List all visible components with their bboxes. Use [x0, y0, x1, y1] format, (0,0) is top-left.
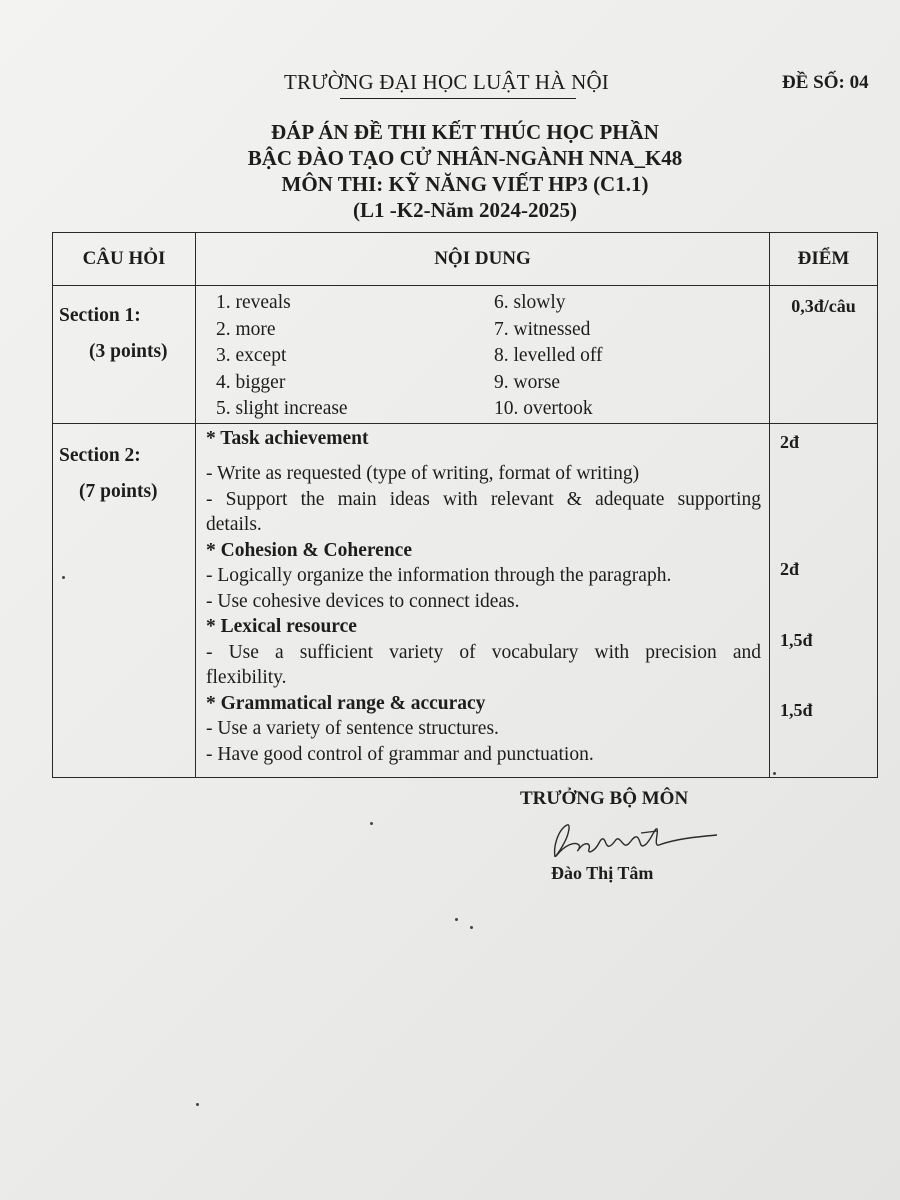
criterion-line: - Use a sufficient variety of vocabulary with precision and [206, 641, 761, 663]
criterion-line: - Use cohesive devices to connect ideas. [206, 590, 520, 612]
answer-9: 9. worse [494, 371, 561, 393]
answer-2: 2. more [216, 318, 276, 340]
answer-8: 8. levelled off [494, 345, 603, 366]
answers-right-column [494, 290, 764, 423]
section-2-score-cell [770, 423, 878, 777]
answer-1: 1. reveals [216, 292, 291, 313]
answer-7: 7. witnessed [494, 318, 591, 340]
criterion-line: - Use a variety of sentence structures. [206, 718, 499, 739]
header-question: CÂU HỎI [53, 233, 196, 286]
answer-4: 4. bigger [216, 371, 286, 393]
answer-10: 10. overtook [494, 398, 593, 419]
score-lexical-resource: 1,5đ [780, 629, 813, 650]
section-2-label: Section 2: [59, 444, 141, 466]
ink-speck [370, 822, 373, 825]
section-2-criteria-cell [196, 423, 770, 777]
score-cohesion-coherence: 2đ [780, 558, 800, 579]
criterion-line: - Have good control of grammar and punctuation. [206, 743, 594, 765]
title-line-3: MÔN THI: KỸ NĂNG VIẾT HP3 (C1.1) [281, 172, 649, 196]
answer-3: 3. except [216, 345, 287, 366]
title-line-1: ĐÁP ÁN ĐỀ THI KẾT THÚC HỌC PHẦN [271, 120, 659, 144]
section-1-points: (3 points) [89, 341, 168, 362]
ink-speck [62, 576, 65, 579]
header-content: NỘI DUNG [196, 233, 770, 286]
section-2-points: (7 points) [79, 480, 158, 502]
criterion-line: - Support the main ideas with relevant & adequate supporting [206, 488, 761, 510]
criterion-cohesion-coherence: * Cohesion & Coherence [206, 539, 412, 561]
answer-grid [196, 286, 769, 423]
answer-5: 5. slight increase [216, 398, 348, 419]
criterion-grammatical-range: * Grammatical range & accuracy [206, 692, 486, 714]
ink-speck [470, 926, 473, 929]
criterion-line: - Write as requested (type of writing, format of writing) [206, 463, 640, 484]
ink-speck [773, 772, 776, 775]
answer-table [52, 232, 878, 778]
criterion-task-achievement: * Task achievement [206, 427, 369, 449]
title-line-2: BẬC ĐÀO TẠO CỬ NHÂN-NGÀNH NNA_K48 [247, 146, 683, 170]
criterion-line: - Logically organize the information through the paragraph. [206, 565, 672, 586]
ink-speck [196, 1103, 199, 1106]
section-1-label-cell [53, 286, 196, 424]
answers-left-column [216, 290, 494, 423]
answer-6: 6. slowly [494, 292, 566, 313]
exam-number: ĐỀ SỐ: 04 [782, 72, 869, 93]
table-header-row [53, 233, 878, 286]
section-1-label: Section 1: [59, 305, 141, 326]
section-1-score: 0,3đ/câu [770, 286, 878, 424]
signer-name: Đào Thị Tâm [551, 863, 654, 883]
score-grammatical-range: 1,5đ [780, 699, 813, 720]
school-name: TRƯỜNG ĐẠI HỌC LUẬT HÀ NỘI [284, 70, 609, 94]
school-underline [340, 98, 576, 99]
signature-role: TRƯỞNG BỘ MÔN [520, 788, 689, 809]
section-2-row [53, 423, 878, 777]
criterion-line: details. [206, 514, 262, 535]
criterion-line: flexibility. [206, 667, 287, 688]
title-line-4: (L1 -K2-Năm 2024-2025) [353, 198, 577, 222]
ink-speck [455, 918, 458, 921]
header-score: ĐIỂM [770, 233, 878, 286]
section-1-row [53, 286, 878, 424]
score-task-achievement: 2đ [780, 431, 800, 452]
criterion-lexical-resource: * Lexical resource [206, 616, 357, 637]
section-1-answers-cell [196, 286, 770, 424]
section-2-label-cell [53, 423, 196, 777]
handwritten-signature [545, 815, 725, 865]
